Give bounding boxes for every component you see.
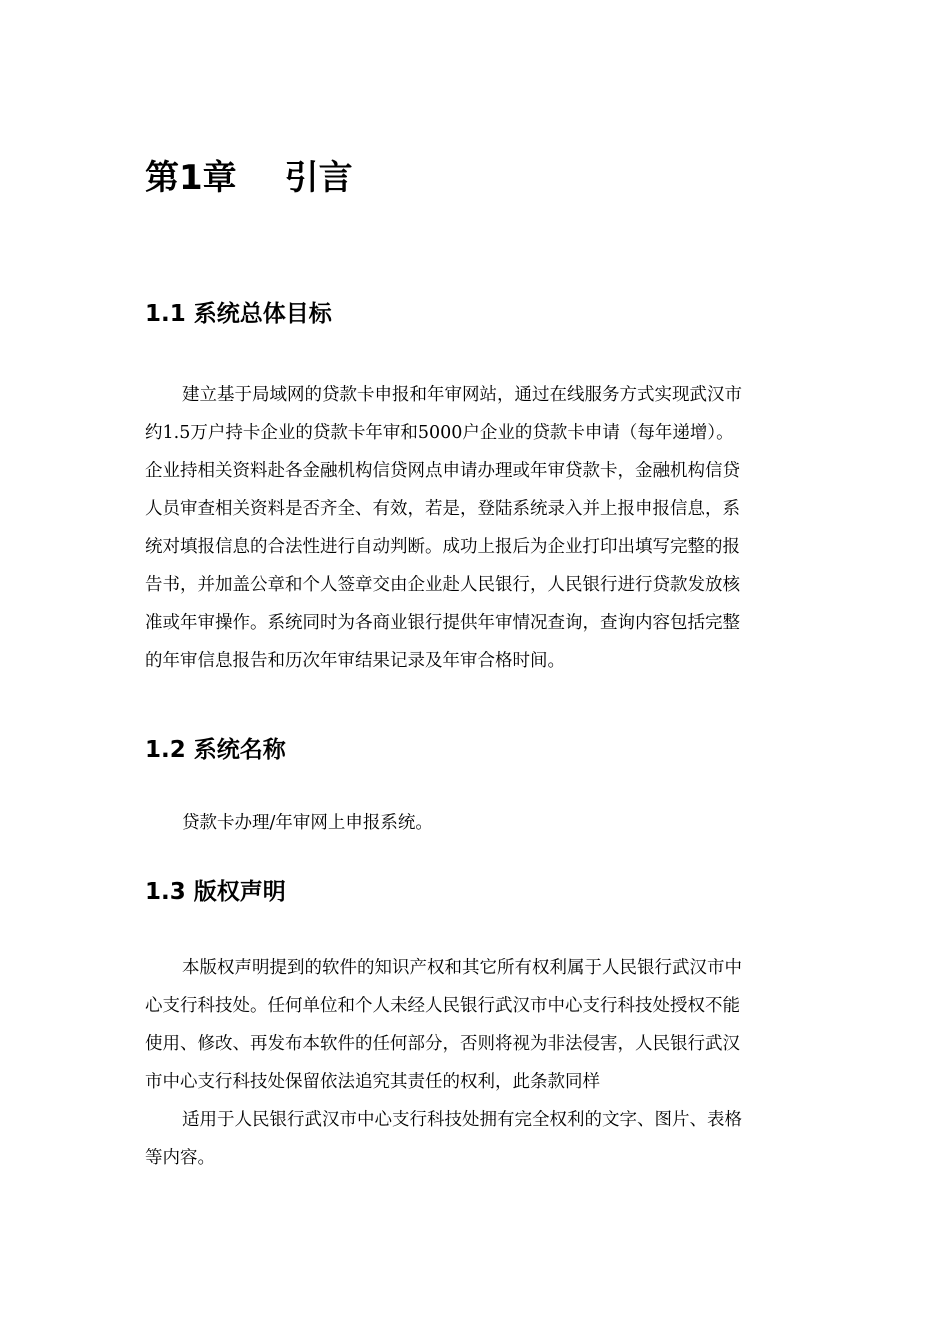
- paragraph-line: 建立基于局域网的贷款卡申报和年审网站，通过在线服务方式实现武汉市: [182, 385, 742, 405]
- paragraph-line: 本版权声明提到的软件的知识产权和其它所有权利属于人民银行武汉市中: [182, 958, 742, 978]
- paragraph-line: 等内容。: [145, 1148, 215, 1168]
- paragraph-line: 人员审查相关资料是否齐全、有效，若是，登陆系统录入并上报申报信息，系: [145, 499, 740, 519]
- paragraph-line: 适用于人民银行武汉市中心支行科技处拥有完全权利的文字、图片、表格: [182, 1110, 742, 1130]
- chapter-title: [145, 152, 353, 204]
- paragraph-line: 的年审信息报告和历次年审结果记录及年审合格时间。: [145, 651, 565, 671]
- section-heading-goals: 1.1 系统总体目标: [145, 301, 332, 327]
- chapter-number: 第1章: [145, 158, 237, 198]
- paragraph-goals: [145, 376, 795, 680]
- paragraph-line: 约1.5万户持卡企业的贷款卡年审和5000户企业的贷款卡申请（每年递增）。: [145, 423, 734, 443]
- paragraph-line: 心支行科技处。任何单位和个人未经人民银行武汉市中心支行科技处授权不能: [145, 996, 740, 1016]
- paragraph-system-name: [145, 804, 795, 842]
- section-heading-copyright: 1.3 版权声明: [145, 879, 286, 905]
- paragraph-line: 企业持相关资料赴各金融机构信贷网点申请办理或年审贷款卡，金融机构信贷: [145, 461, 740, 481]
- paragraph-line: 使用、修改、再发布本软件的任何部分，否则将视为非法侵害，人民银行武汉: [145, 1034, 740, 1054]
- paragraph-line: 贷款卡办理/年审网上申报系统。: [182, 813, 433, 833]
- chapter-name: 引言: [284, 158, 353, 198]
- paragraph-copyright: [145, 949, 795, 1177]
- paragraph-line: 市中心支行科技处保留依法追究其责任的权利，此条款同样: [145, 1072, 600, 1092]
- paragraph-line: 告书，并加盖公章和个人签章交由企业赴人民银行，人民银行进行贷款发放核: [145, 575, 740, 595]
- paragraph-line: 准或年审操作。系统同时为各商业银行提供年审情况查询，查询内容包括完整: [145, 613, 740, 633]
- section-heading-system-name: 1.2 系统名称: [145, 737, 286, 763]
- paragraph-line: 统对填报信息的合法性进行自动判断。成功上报后为企业打印出填写完整的报: [145, 537, 740, 557]
